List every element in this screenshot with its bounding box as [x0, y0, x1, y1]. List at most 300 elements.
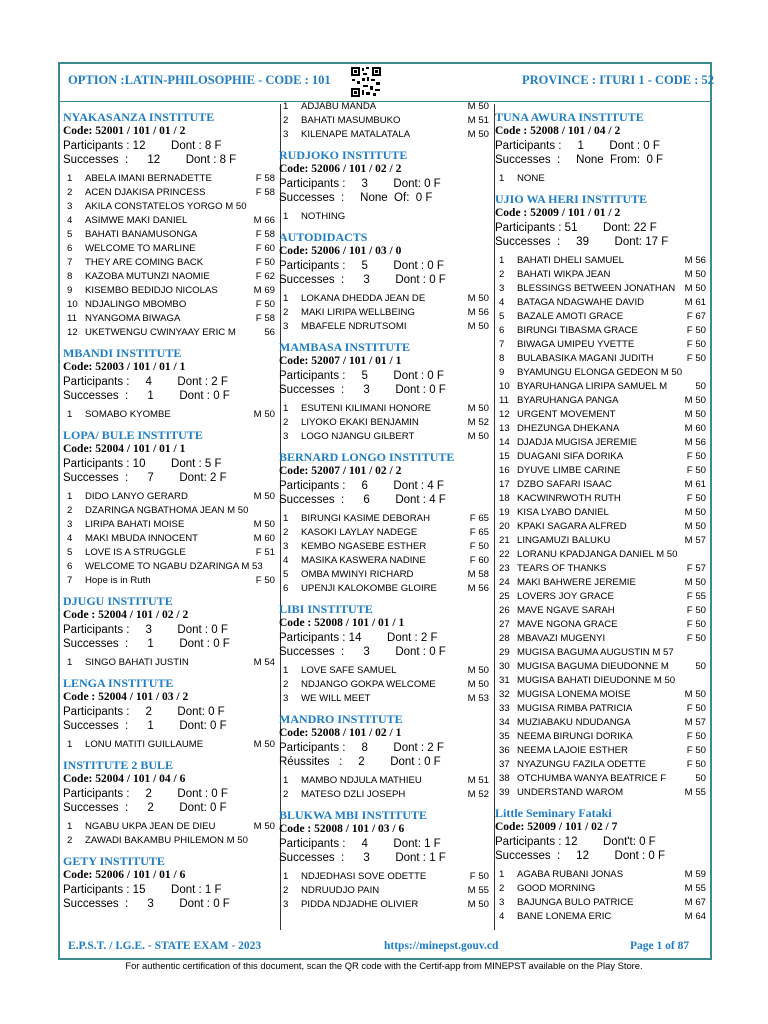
institute-stat: Successes : None From: 0 F: [495, 154, 664, 166]
institute-section: [63, 758, 279, 848]
candidate-number: 7: [67, 257, 73, 268]
candidate-row: [495, 604, 710, 618]
candidate-grade: F 50: [686, 703, 706, 714]
candidate-name: OMBA MWINYI RICHARD: [301, 569, 414, 580]
candidate-name: DZARINGA NGBATHOMA JEAN M 50: [85, 505, 249, 516]
candidate-name: LOKANA DHEDDA JEAN DE: [301, 293, 426, 304]
candidate-grade: M 67: [684, 897, 706, 908]
candidate-number: 1: [283, 513, 289, 524]
candidate-row: [63, 326, 279, 340]
candidate-number: 17: [499, 479, 510, 490]
candidate-row: [495, 422, 710, 436]
candidate-number: 20: [499, 521, 510, 532]
candidate-name: UNDERSTAND WAROM: [517, 787, 624, 798]
candidate-number: 9: [67, 285, 73, 296]
candidate-grade: F 65: [469, 513, 489, 524]
candidate-name: UPENJI KALOKOMBE GLOIRE: [301, 583, 437, 594]
candidate-grade: M 50: [467, 129, 489, 140]
institute-name: LOPA/ BULE INSTITUTE: [63, 428, 203, 442]
candidate-grade: F 50: [686, 353, 706, 364]
institute-stat: Participants : 4 Dont : 2 F: [63, 376, 228, 388]
candidate-number: 3: [67, 201, 73, 212]
institute-stat: Successes : 1 Dont : 0 F: [63, 390, 230, 402]
candidate-number: 2: [67, 505, 73, 516]
candidate-number: 10: [67, 299, 78, 310]
candidate-number: 4: [67, 215, 73, 226]
candidate-grade: M 50: [684, 521, 706, 532]
candidate-grade: M 60: [684, 423, 706, 434]
candidate-name: KPAKI SAGARA ALFRED: [517, 521, 627, 532]
institute-name: MAMBASA INSTITUTE: [279, 340, 411, 354]
institute-code: Code: 52004 / 101 / 01 / 1: [63, 443, 186, 455]
candidate-row: [495, 394, 710, 408]
candidate-name: BIRUNGI TIBASMA GRACE: [517, 325, 638, 336]
candidate-name: BYARUHANGA LIRIPA SAMUEL M: [517, 381, 668, 392]
institute-stat: Participants : 3 Dont: 0 F: [279, 178, 441, 190]
candidate-grade: 56: [264, 327, 275, 338]
candidate-name: DHEZUNGA DHEKANA: [517, 423, 620, 434]
candidate-number: 12: [67, 327, 78, 338]
candidate-row: [495, 172, 710, 186]
institute-name: INSTITUTE 2 BULE: [63, 758, 174, 772]
institute-stat: Participants : 10 Dont : 5 F: [63, 458, 222, 470]
candidate-row: [63, 284, 279, 298]
candidate-grade: 50: [695, 661, 706, 672]
candidate-number: 6: [499, 325, 505, 336]
candidate-number: 3: [283, 541, 289, 552]
candidate-grade: M 50: [684, 269, 706, 280]
candidate-name: DJADJA MUGISA JEREMIE: [517, 437, 637, 448]
candidate-number: 2: [499, 883, 505, 894]
candidate-row: [279, 692, 493, 706]
candidate-row: [279, 402, 493, 416]
candidate-row: [495, 646, 710, 660]
institute-code: Code: 52001 / 101 / 01 / 2: [63, 125, 186, 137]
institute-section: [279, 340, 493, 444]
candidate-row: [495, 408, 710, 422]
candidate-name: NDJALINGO MBOMBO: [85, 299, 187, 310]
candidate-grade: F 50: [469, 541, 489, 552]
candidate-row: [279, 540, 493, 554]
institute-section: [63, 110, 279, 340]
candidate-row: [495, 380, 710, 394]
candidate-number: 2: [67, 187, 73, 198]
candidate-number: 1: [67, 491, 73, 502]
institute-section: [63, 594, 279, 670]
candidate-grade: M 51: [467, 115, 489, 126]
candidate-number: 1: [283, 871, 289, 882]
candidate-name: THEY ARE COMING BACK: [85, 257, 204, 268]
candidate-number: 1: [499, 255, 505, 266]
candidate-row: [495, 450, 710, 464]
candidate-name: OTCHUMBA WANYA BEATRICE F: [517, 773, 667, 784]
candidate-name: BAHATI WIKPA JEAN: [517, 269, 611, 280]
candidate-row: [279, 664, 493, 678]
candidate-grade: M 50: [684, 577, 706, 588]
footer-page-number: Page 1 of 87: [630, 940, 690, 952]
institute-stat: Réussites : 2 Dont : 0 F: [279, 756, 441, 768]
candidate-grade: F 58: [255, 187, 275, 198]
candidate-number: 3: [283, 129, 289, 140]
candidate-name: BIRUNGI KASIME DEBORAH: [301, 513, 431, 524]
candidate-number: 1: [283, 665, 289, 676]
candidate-number: 11: [67, 313, 77, 324]
candidate-number: 1: [67, 409, 73, 420]
candidate-grade: F 50: [686, 605, 706, 616]
candidate-number: 16: [499, 465, 510, 476]
candidate-name: AGABA RUBANI JONAS: [517, 869, 624, 880]
candidate-grade: F 50: [255, 575, 275, 586]
institute-name: BLUKWA MBI INSTITUTE: [279, 808, 428, 822]
candidate-grade: F 57: [686, 563, 706, 574]
candidate-name: BAHATI MASUMBUKO: [301, 115, 401, 126]
candidate-name: BANE LONEMA ERIC: [517, 911, 612, 922]
candidate-row: [279, 114, 493, 128]
candidate-name: MAKI BAHWERE JEREMIE: [517, 577, 636, 588]
candidate-row: [279, 898, 493, 912]
institute-name: GETY INSTITUTE: [63, 854, 165, 868]
institute-stat: Participants : 4 Dont: 1 F: [279, 838, 441, 850]
candidate-grade: M 57: [684, 535, 706, 546]
institute-stat: Successes : 3 Dont : 1 F: [279, 852, 446, 864]
candidate-row: [63, 270, 279, 284]
candidate-number: 33: [499, 703, 510, 714]
candidate-name: MUGISA RIMBA PATRICIA: [517, 703, 633, 714]
candidate-name: MUGISA BAGUMA DIEUDONNE M: [517, 661, 669, 672]
candidate-grade: F 58: [255, 229, 275, 240]
candidate-row: [495, 744, 710, 758]
candidate-name: MAMBO NDJULA MATHIEU: [301, 775, 422, 786]
candidate-row: [495, 590, 710, 604]
candidate-name: LIYOKO EKAKI BENJAMIN: [301, 417, 419, 428]
candidate-row: [495, 730, 710, 744]
candidate-name: BAJUNGA BULO PATRICE: [517, 897, 634, 908]
candidate-row: [495, 478, 710, 492]
candidate-number: 21: [499, 535, 510, 546]
candidate-number: 11: [499, 395, 509, 406]
candidate-grade: M 55: [684, 883, 706, 894]
institute-stat: Successes : 39 Dont: 17 F: [495, 236, 669, 248]
candidate-row: [495, 296, 710, 310]
candidate-name: BAZALE AMOTI GRACE: [517, 311, 624, 322]
candidate-grade: M 66: [253, 215, 275, 226]
candidate-grade: F 55: [686, 591, 706, 602]
institute-section: [495, 192, 710, 800]
candidate-row: [63, 546, 279, 560]
candidate-grade: F 50: [686, 745, 706, 756]
candidate-name: NONE: [517, 173, 545, 184]
candidate-name: KASOKI LAYLAY NADEGE: [301, 527, 418, 538]
candidate-number: 1: [283, 403, 289, 414]
institute-code: Code : 52008 / 101 / 01 / 1: [279, 617, 405, 629]
candidate-name: ZAWADI BAKAMBU PHILEMON M 50: [85, 835, 248, 846]
candidate-name: NGABU UKPA JEAN DE DIEU: [85, 821, 216, 832]
candidate-row: [279, 884, 493, 898]
institute-section: [63, 346, 279, 422]
candidate-name: ADJABU MANDA: [301, 101, 377, 112]
candidate-name: KISEMBO BEDIDJO NICOLAS: [85, 285, 218, 296]
candidate-row: [495, 282, 710, 296]
candidate-name: SOMABO KYOMBE: [85, 409, 171, 420]
candidate-grade: 50: [695, 381, 706, 392]
candidate-name: MUZIABAKU NDUDANGA: [517, 717, 631, 728]
candidate-grade: M 50: [684, 409, 706, 420]
candidate-grade: M 61: [684, 479, 706, 490]
candidate-grade: M 50: [253, 739, 275, 750]
candidate-name: MUGISA BAGUMA AUGUSTIN M 57: [517, 647, 674, 658]
candidate-name: KEMBO NGASEBE ESTHER: [301, 541, 427, 552]
candidate-name: MBAFELE NDRUTSOMI: [301, 321, 407, 332]
candidate-number: 4: [499, 297, 505, 308]
candidate-number: 1: [67, 657, 73, 668]
candidate-number: 3: [283, 431, 289, 442]
candidate-row: [279, 292, 493, 306]
candidate-number: 6: [67, 243, 73, 254]
candidate-row: [495, 436, 710, 450]
candidate-number: 3: [283, 899, 289, 910]
candidate-name: BATAGA NDAGWAHE DAVID: [517, 297, 645, 308]
candidate-name: LONU MATITI GUILLAUME: [85, 739, 204, 750]
candidate-row: [279, 210, 493, 224]
institute-name: UJIO WA HERI INSTITUTE: [495, 192, 648, 206]
candidate-number: 18: [499, 493, 510, 504]
candidate-number: 38: [499, 773, 510, 784]
candidate-name: LIRIPA BAHATI MOISE: [85, 519, 185, 530]
candidate-name: MBAVAZI MUGENYI: [517, 633, 606, 644]
institute-stat: Successes : None Of: 0 F: [279, 192, 433, 204]
institute-stat: Participants : 5 Dont : 0 F: [279, 260, 444, 272]
candidate-number: 1: [499, 173, 505, 184]
institute-name: RUDJOKO INSTITUTE: [279, 148, 408, 162]
candidate-number: 6: [67, 561, 73, 572]
candidate-grade: M 50: [467, 899, 489, 910]
institute-stat: Successes : 3 Dont : 0 F: [279, 274, 446, 286]
institute-stat: Successes : 12 Dont : 0 F: [495, 850, 666, 862]
candidate-name: LOVE SAFE SAMUEL: [301, 665, 397, 676]
candidate-grade: M 56: [467, 307, 489, 318]
footer-exam: E.P.S.T. / I.G.E. - STATE EXAM - 2023: [68, 940, 262, 952]
candidate-name: KISA LYABO DANIEL: [517, 507, 609, 518]
institute-section: [279, 808, 493, 912]
candidate-number: 5: [499, 311, 505, 322]
institute-stat: Participants : 8 Dont : 2 F: [279, 742, 444, 754]
candidate-number: 1: [283, 775, 289, 786]
candidate-name: NYAZUNGU FAZILA ODETTE: [517, 759, 646, 770]
candidate-row: [495, 254, 710, 268]
candidate-name: LOGO NJANGU GILBERT: [301, 431, 415, 442]
candidate-number: 1: [67, 173, 73, 184]
candidate-row: [63, 820, 279, 834]
candidate-name: NEEMA LAJOIE ESTHER: [517, 745, 628, 756]
candidate-row: [279, 100, 493, 114]
candidate-row: [63, 518, 279, 532]
candidate-row: [63, 504, 279, 518]
candidate-row: [495, 492, 710, 506]
candidate-row: [63, 490, 279, 504]
candidate-grade: M 51: [467, 775, 489, 786]
candidate-number: 2: [283, 679, 289, 690]
candidate-number: 2: [283, 307, 289, 318]
institute-name: AUTODIDACTS: [279, 230, 368, 244]
institute-code: Code: 52009 / 101 / 02 / 7: [495, 821, 618, 833]
institute-code: Code : 52004 / 101 / 02 / 2: [63, 609, 189, 621]
institute-stat: Participants : 51 Dont: 22 F: [495, 222, 657, 234]
institute-stat: Successes : 2 Dont: 0 F: [63, 802, 227, 814]
candidate-number: 2: [283, 789, 289, 800]
candidate-number: 25: [499, 591, 510, 602]
candidate-number: 35: [499, 731, 510, 742]
candidate-name: NDRUUDJO PAIN: [301, 885, 380, 896]
candidate-grade: M 50: [467, 403, 489, 414]
candidate-row: [63, 560, 279, 574]
candidate-grade: M 57: [684, 717, 706, 728]
candidate-grade: F 50: [255, 257, 275, 268]
candidate-number: 1: [283, 211, 289, 222]
candidate-grade: F 50: [686, 325, 706, 336]
candidate-name: MAKI MBUDA INNOCENT: [85, 533, 199, 544]
candidate-number: 10: [499, 381, 510, 392]
candidate-grade: M 61: [684, 297, 706, 308]
candidate-name: LINGAMUZI BALUKU: [517, 535, 611, 546]
candidate-grade: M 50: [684, 395, 706, 406]
candidate-row: [63, 532, 279, 546]
candidate-row: [279, 788, 493, 802]
candidate-number: 37: [499, 759, 510, 770]
candidate-number: 27: [499, 619, 510, 630]
candidate-row: [63, 312, 279, 326]
institute-stat: Successes : 12 Dont : 8 F: [63, 154, 237, 166]
column-right: [495, 104, 710, 924]
candidate-grade: F 50: [686, 493, 706, 504]
candidate-row: [495, 910, 710, 924]
institute-section: [63, 676, 279, 752]
institute-stat: Participants : 2 Dont : 0 F: [63, 788, 228, 800]
candidate-row: [495, 688, 710, 702]
candidate-row: [495, 632, 710, 646]
candidate-number: 19: [499, 507, 510, 518]
candidate-name: NYANGOMA BIWAGA: [85, 313, 181, 324]
candidate-number: 34: [499, 717, 510, 728]
candidate-number: 1: [67, 739, 73, 750]
candidate-grade: M 55: [467, 885, 489, 896]
candidate-row: [495, 702, 710, 716]
candidate-name: BYAMUNGU ELONGA GEDEON M 50: [517, 367, 683, 378]
institute-stat: Successes : 7 Dont: 2 F: [63, 472, 227, 484]
candidate-grade: M 64: [684, 911, 706, 922]
candidate-row: [495, 758, 710, 772]
candidate-grade: F 50: [686, 633, 706, 644]
candidate-row: [495, 618, 710, 632]
institute-stat: Participants : 14 Dont : 2 F: [279, 632, 438, 644]
candidate-name: KAZOBA MUTUNZI NAOMIE: [85, 271, 210, 282]
candidate-name: ASIMWE MAKI DANIEL: [85, 215, 188, 226]
candidate-row: [63, 656, 279, 670]
candidate-grade: M 50: [684, 283, 706, 294]
candidate-name: SINGO BAHATI JUSTIN: [85, 657, 189, 668]
institute-stat: Successes : 1 Dont : 0 F: [63, 638, 230, 650]
candidate-grade: F 50: [469, 871, 489, 882]
candidate-number: 7: [67, 575, 73, 586]
candidate-number: 5: [67, 229, 73, 240]
candidate-number: 2: [283, 527, 289, 538]
candidate-number: 9: [499, 367, 505, 378]
candidate-grade: 50: [695, 773, 706, 784]
candidate-row: [63, 574, 279, 588]
candidate-name: LOVERS JOY GRACE: [517, 591, 614, 602]
candidate-number: 1: [283, 101, 289, 112]
candidate-number: 12: [499, 409, 510, 420]
candidate-grade: M 58: [467, 569, 489, 580]
institute-name: Little Seminary Fataki: [495, 806, 612, 820]
candidate-grade: M 50: [467, 665, 489, 676]
candidate-name: MUGISA LONEMA MOISE: [517, 689, 631, 700]
candidate-grade: F 50: [686, 619, 706, 630]
candidate-grade: M 50: [467, 679, 489, 690]
candidate-number: 2: [283, 417, 289, 428]
province-header: PROVINCE : ITURI 1 - CODE : 52: [522, 73, 715, 87]
institute-section: [279, 450, 493, 596]
candidate-row: [63, 834, 279, 848]
candidate-row: [279, 582, 493, 596]
qr-code-icon[interactable]: [350, 66, 382, 98]
candidate-name: WELCOME TO NGABU DZARINGA M 53: [85, 561, 263, 572]
candidate-name: KILENAPE MATALATALA: [301, 129, 411, 140]
institute-section: [279, 100, 493, 142]
candidate-number: 2: [67, 835, 73, 846]
candidate-grade: F 50: [686, 759, 706, 770]
institute-code: Code: 52007 / 101 / 01 / 1: [279, 355, 402, 367]
candidate-row: [495, 660, 710, 674]
institute-name: MBANDI INSTITUTE: [63, 346, 182, 360]
candidate-row: [279, 320, 493, 334]
candidate-number: 3: [499, 283, 505, 294]
institute-section: [279, 230, 493, 334]
candidate-row: [279, 774, 493, 788]
institute-stat: Successes : 3 Dont : 0 F: [63, 898, 230, 910]
candidate-grade: M 60: [253, 533, 275, 544]
candidate-row: [495, 338, 710, 352]
candidate-name: NEEMA BIRUNGI DORIKA: [517, 731, 633, 742]
candidate-row: [495, 464, 710, 478]
candidate-row: [63, 256, 279, 270]
candidate-grade: M 50: [253, 519, 275, 530]
candidate-number: 1: [67, 821, 73, 832]
candidate-grade: M 56: [467, 583, 489, 594]
candidate-name: DZBO SAFARI ISAAC: [517, 479, 612, 490]
candidate-number: 8: [67, 271, 73, 282]
candidate-number: 2: [283, 115, 289, 126]
candidate-name: TEARS OF THANKS: [517, 563, 607, 574]
institute-stat: Successes : 3 Dont : 0 F: [279, 646, 446, 658]
candidate-name: PIDDA NDJADHE OLIVIER: [301, 899, 419, 910]
candidate-name: NOTHING: [301, 211, 346, 222]
candidate-number: 15: [499, 451, 510, 462]
footer-url[interactable]: https://minepst.gouv.cd: [384, 940, 499, 952]
candidate-grade: M 50: [467, 293, 489, 304]
candidate-name: UKETWENGU CWINYAAY ERIC M: [85, 327, 236, 338]
institute-name: DJUGU INSTITUTE: [63, 594, 173, 608]
candidate-grade: M 50: [253, 491, 275, 502]
institute-stat: Participants : 1 Dont : 0 F: [495, 140, 660, 152]
candidate-grade: F 60: [469, 555, 489, 566]
institute-section: [63, 854, 279, 916]
candidate-row: [63, 228, 279, 242]
institute-section: [279, 712, 493, 802]
candidate-row: [495, 324, 710, 338]
candidate-number: 4: [499, 911, 505, 922]
candidate-number: 31: [499, 675, 510, 686]
candidate-name: BAHATI BANAMUSONGA: [85, 229, 198, 240]
